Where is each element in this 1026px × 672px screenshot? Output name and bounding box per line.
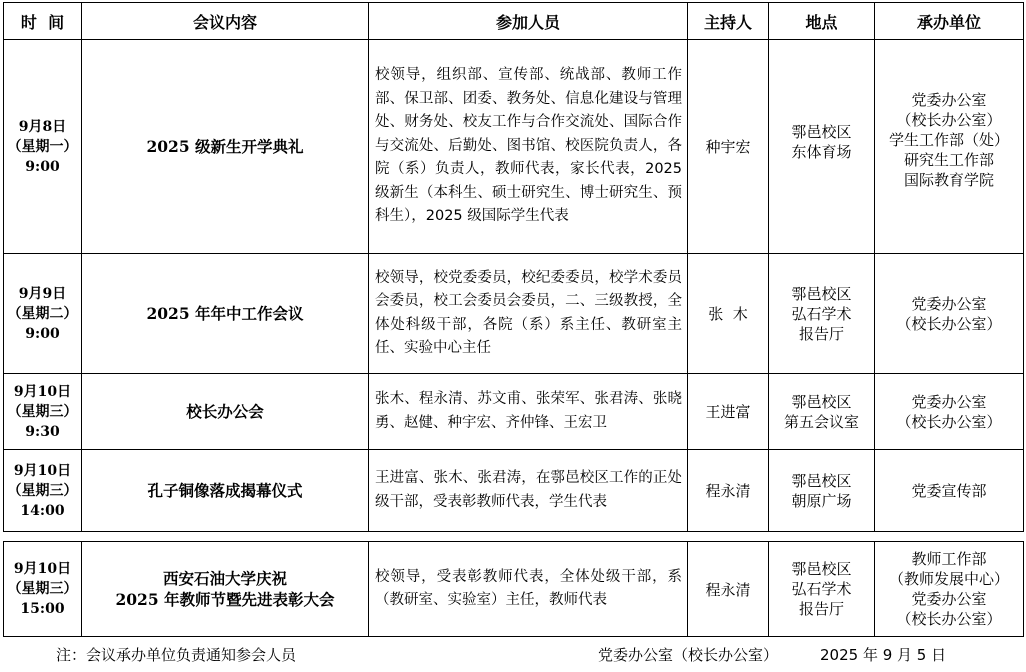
organizer-line: 党委宣传部 [911, 481, 987, 500]
weekday: （星期三） [7, 482, 78, 499]
host-cell: 种宇宏 [688, 40, 769, 254]
time-cell [4, 542, 82, 637]
organizer-cell [875, 374, 1024, 450]
header-time: 时 间 [4, 3, 82, 40]
location-line: 鄠邑校区 [791, 471, 852, 490]
meeting-title: 西安石油大学庆祝 [162, 569, 287, 588]
participants-cell: 校领导，受表彰教师代表，全体处级干部，系（教研室、实验室）主任，教师代表 [369, 542, 688, 637]
header-organizer: 承办单位 [875, 3, 1024, 40]
header-row [4, 3, 1024, 40]
location-line: 鄠邑校区 [791, 122, 852, 141]
organizer-line: 学生工作部（处） [888, 130, 1009, 149]
meeting-title: 孔子铜像落成揭幕仪式 [147, 481, 303, 500]
location-cell [769, 450, 875, 532]
footer-date: 2025 年 9 月 5 日 [820, 646, 947, 664]
time-cell [4, 254, 82, 374]
organizer-line: （校长办公室） [896, 610, 1002, 628]
schedule-table [3, 2, 1024, 532]
location-line: 朝原广场 [791, 491, 852, 510]
location-line: 鄠邑校区 [791, 560, 852, 578]
meeting-title: 2025 级新生开学典礼 [146, 137, 304, 156]
weekday: （星期三） [7, 403, 78, 420]
organizer-line: 国际教育学院 [903, 170, 994, 189]
start-time: 15:00 [20, 601, 65, 617]
organizer-line: 党委办公室 [911, 590, 987, 608]
footer-note: 注：会议承办单位负责通知参会人员 [56, 646, 297, 664]
organizer-cell [875, 450, 1024, 532]
start-time: 9:00 [25, 158, 60, 175]
organizer-line: （校长办公室） [896, 314, 1002, 333]
table-row [4, 254, 1024, 374]
weekday: （星期二） [7, 305, 78, 322]
location-line: 报告厅 [798, 600, 844, 618]
date: 9月8日 [18, 118, 67, 135]
schedule-table-continued [3, 541, 1024, 637]
start-time: 9:00 [25, 325, 60, 342]
meeting-title: 校长办公会 [186, 402, 264, 421]
organizer-line: 教师工作部 [911, 550, 987, 568]
content-cell [82, 40, 369, 254]
table-row [4, 542, 1024, 637]
header-content: 会议内容 [82, 3, 369, 40]
time-cell [4, 450, 82, 532]
location-line: 弘石学术 [791, 580, 852, 598]
footer-issuer: 党委办公室（校长办公室） [598, 646, 779, 664]
location-cell [769, 542, 875, 637]
header-host: 主持人 [688, 3, 769, 40]
location-line: 鄠邑校区 [791, 284, 852, 303]
host-cell: 程永清 [688, 542, 769, 637]
participants-cell: 王进富、张木、张君涛，在鄠邑校区工作的正处级干部，受表彰教师代表，学生代表 [369, 450, 688, 532]
location-line: 鄠邑校区 [791, 392, 852, 411]
organizer-line: （教师发展中心） [888, 570, 1009, 588]
participants-cell: 校领导，校党委委员，校纪委委员，校学术委员会委员，校工会委员会委员，二、三级教授，全体处科级干部，各院（系）系主任、教研室主任、实验中心主任 [369, 254, 688, 374]
header-location: 地点 [769, 3, 875, 40]
date: 9月10日 [13, 462, 72, 479]
time-cell [4, 40, 82, 254]
location-line: 第五会议室 [783, 412, 859, 431]
weekday: （星期一） [7, 138, 78, 155]
location-line: 报告厅 [798, 324, 844, 343]
content-cell [82, 254, 369, 374]
organizer-cell [875, 40, 1024, 254]
organizer-cell [875, 542, 1024, 637]
organizer-line: 党委办公室 [911, 294, 987, 313]
table-row [4, 374, 1024, 450]
organizer-line: 党委办公室 [911, 90, 987, 109]
table-row [4, 450, 1024, 532]
location-cell [769, 374, 875, 450]
host-cell: 王进富 [688, 374, 769, 450]
organizer-line: 党委办公室 [911, 392, 987, 411]
organizer-cell [875, 254, 1024, 374]
meeting-title-line-2: 2025 年教师节暨先进表彰大会 [115, 590, 335, 609]
table-row [4, 40, 1024, 254]
host-cell: 程永清 [688, 450, 769, 532]
location-cell [769, 254, 875, 374]
date: 9月10日 [13, 383, 72, 400]
content-cell [82, 542, 369, 637]
date: 9月9日 [18, 285, 67, 302]
organizer-line: 研究生工作部 [903, 150, 994, 169]
weekday: （星期三） [7, 581, 78, 597]
participants-cell: 张木、程永清、苏文甫、张荣军、张君涛、张晓勇、赵健、种宇宏、齐仲锋、王宏卫 [369, 374, 688, 450]
host-cell: 张 木 [688, 254, 769, 374]
content-cell [82, 374, 369, 450]
date: 9月10日 [13, 561, 72, 577]
location-line: 弘石学术 [791, 304, 852, 323]
start-time: 9:30 [25, 423, 60, 440]
meeting-title: 2025 年年中工作会议 [146, 304, 304, 323]
header-participants: 参加人员 [369, 3, 688, 40]
start-time: 14:00 [20, 502, 65, 519]
content-cell [82, 450, 369, 532]
organizer-line: （校长办公室） [896, 412, 1002, 431]
organizer-line: （校长办公室） [896, 110, 1002, 129]
participants-cell: 校领导，组织部、宣传部、统战部、教师工作部、保卫部、团委、教务处、信息化建设与管理处、财务处、校友工作与合作交流处、国际合作与交流处、后勤处、图书馆、校医院负责人，各院（系）负责人，教师代表，家长代表，2025 级新生（本科生、硕士研究生、博士研究生、预科生），2025 级国际学生代表 [369, 40, 688, 254]
location-cell [769, 40, 875, 254]
location-line: 东体育场 [791, 142, 852, 161]
time-cell [4, 374, 82, 450]
